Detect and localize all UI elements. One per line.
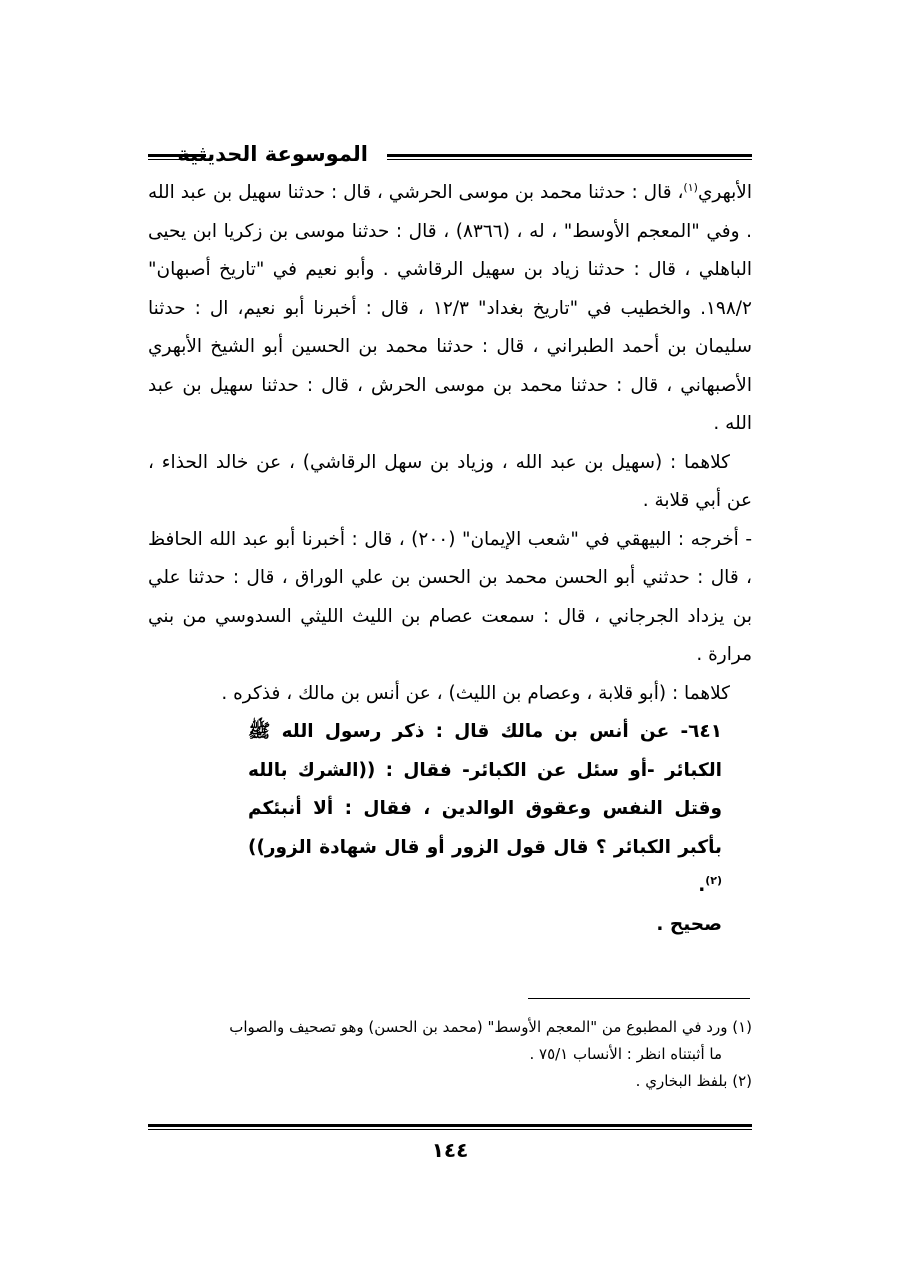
bottom-rule — [148, 1124, 752, 1130]
hadith-end: . — [698, 875, 706, 896]
paragraph-takhrij — [148, 174, 752, 444]
page-header — [148, 140, 752, 170]
footnote-1-line-1: (١) ورد في المطبوع من "المعجم الأوسط" (محمد بن الحسن) وهو تصحيف والصواب — [229, 1018, 752, 1036]
main-text — [148, 174, 752, 944]
footnotes — [148, 1014, 752, 1095]
footnote-separator — [528, 998, 750, 999]
footnote-1-line-2: ما أثبتناه انظر : الأنساب ٧٥/١ . — [529, 1045, 722, 1063]
paragraph-both-2: كلاهما : (أبو قلابة ، وعصام بن الليث) ، عن أنس بن مالك ، فذكره . — [221, 682, 730, 704]
text-start: الأبهري — [697, 182, 752, 203]
footnote-2: (٢) بلفظ البخاري . — [635, 1072, 752, 1090]
hadith-body: ٦٤١- عن أنس بن مالك قال : ذكر رسول الله ﷺ الكبائر -أو سئل عن الكبائر- فقال : ((الشرك بالله وقتل النفس وعقوق الوالدين ، فقال : ألا أنبئكم بأكبر الكبائر ؟ قال قول الزور أو قال شهادة الزور)) — [248, 721, 722, 858]
header-rule-left — [148, 154, 206, 160]
footnote-ref-1: (١) — [683, 180, 698, 194]
page-title: الموسوعة الحديثية — [177, 142, 368, 166]
footnote-ref-2: (٢) — [705, 873, 722, 887]
paragraph-both: كلاهما : (سهيل بن عبد الله ، وزياد بن سهل الرقاشي) ، عن خالد الحذاء ، عن أبي قلابة . — [148, 451, 752, 511]
header-rule-right — [387, 154, 752, 160]
hadith-grade: صحيح . — [656, 913, 722, 935]
hadith-text — [148, 713, 752, 906]
page-number: ١٤٤ — [431, 1138, 469, 1162]
text-rest: ، قال : حدثنا محمد بن موسى الحرشي ، قال : حدثنا سهيل بن عبد الله . وفي "المعجم الأوسط" ، له ، (٨٣٦٦) ، قال : حدثنا موسى بن زكريا ابن يحيى الباهلي ، قال : حدثنا زياد بن سهيل الرقاشي . وأبو نعيم في "تاريخ أصبهان" ١٩٨/٢. والخطيب في "تاريخ بغداد" ١٢/٣ ، قال : أخبرنا أبو نعيم، ال : حدثنا سليمان بن أحمد الطبراني ، قال : حدثنا محمد بن الحسين أبو الشيخ الأبهري الأصبهاني ، قال : حدثنا محمد بن موسى الحرش ، قال : حدثنا سهيل بن عبد الله . — [148, 182, 753, 434]
paragraph-bayhaqi: - أخرجه : البيهقي في "شعب الإيمان" (٢٠٠) ، قال : أخبرنا أبو عبد الله الحافظ ، قال : حدثني أبو الحسن محمد بن الحسن بن علي الوراق ، قال : حدثنا علي بن يزداد الجرجاني ، قال : سمعت عصام بن الليث الليثي السدوسي من بني مرارة . — [148, 528, 752, 665]
